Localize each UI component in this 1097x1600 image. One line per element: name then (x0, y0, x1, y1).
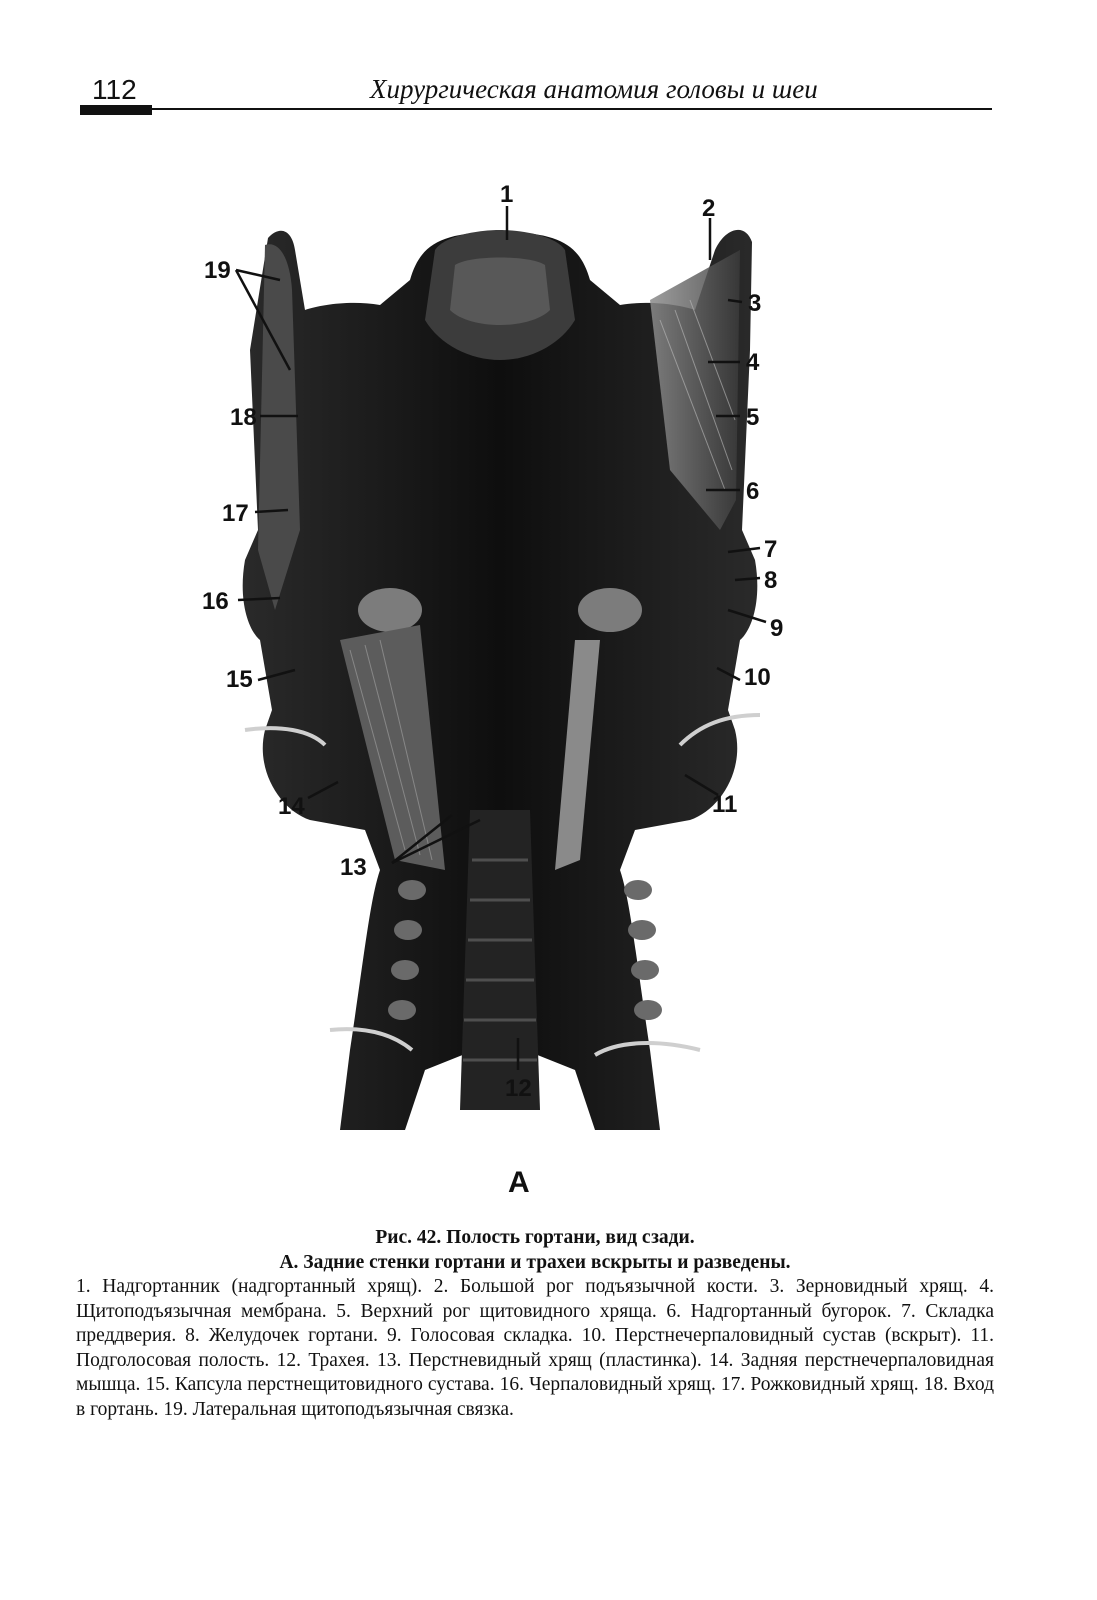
label-7: 7 (764, 536, 778, 563)
header-accent-bar (80, 105, 152, 115)
page-number: 112 (92, 74, 137, 105)
right-arytenoid (578, 588, 642, 632)
panel-label: А (508, 1166, 530, 1199)
trachea (460, 810, 540, 1110)
running-title: Хирургическая анатомия головы и шеи (370, 74, 818, 104)
label-16: 16 (202, 588, 229, 615)
caption-legend: 1. Надгортанник (надгортанный хрящ). 2. Большой рог подъязычной кости. 3. Зерновидный хрящ. 4. Щитоподъязычная мембрана. 5. Верхний рог щитовидного хряща. 6. Надгортанный бугорок. 7. Складка преддверия. 8. Желудочек гортани. 9. Голосовая складка. 10. Перстнечерпаловидный сустав (вскрыт). 11. Подголосовая полость. 12. Трахея. 13. Перстневидный хрящ (пластинка). 14. Задняя перстнечерпаловидная мышца. 15. Капсула перстнещитовидного сустава. 16. Черпаловидный хрящ. 17. Рожковидный хрящ. 18. Вход в гортань. 19. Латеральная щитоподъязычная связка. (76, 1276, 994, 1420)
label-1: 1 (500, 181, 514, 208)
caption-subtitle: А. Задние стенки гортани и трахеи вскрыты и разведены. (279, 1251, 791, 1273)
larynx-illustration (180, 170, 820, 1170)
label-5: 5 (746, 404, 760, 431)
label-19: 19 (204, 257, 231, 284)
label-8: 8 (764, 567, 778, 594)
header-rule (80, 108, 992, 110)
label-18: 18 (230, 404, 257, 431)
caption-title: Рис. 42. Полость гортани, вид сзади. (375, 1227, 695, 1248)
left-arytenoid (358, 588, 422, 632)
figure-caption (76, 1226, 994, 1422)
label-17: 17 (222, 500, 249, 527)
label-15: 15 (226, 666, 253, 693)
label-12: 12 (505, 1075, 532, 1102)
anatomical-figure (180, 170, 820, 1170)
label-13: 13 (340, 854, 367, 881)
label-9: 9 (770, 615, 784, 642)
label-6: 6 (746, 478, 760, 505)
label-4: 4 (746, 349, 760, 376)
label-14: 14 (278, 793, 305, 820)
label-11: 11 (712, 791, 738, 818)
label-2: 2 (702, 195, 716, 222)
label-10: 10 (744, 664, 771, 691)
running-header (80, 68, 992, 120)
label-3: 3 (748, 290, 762, 317)
